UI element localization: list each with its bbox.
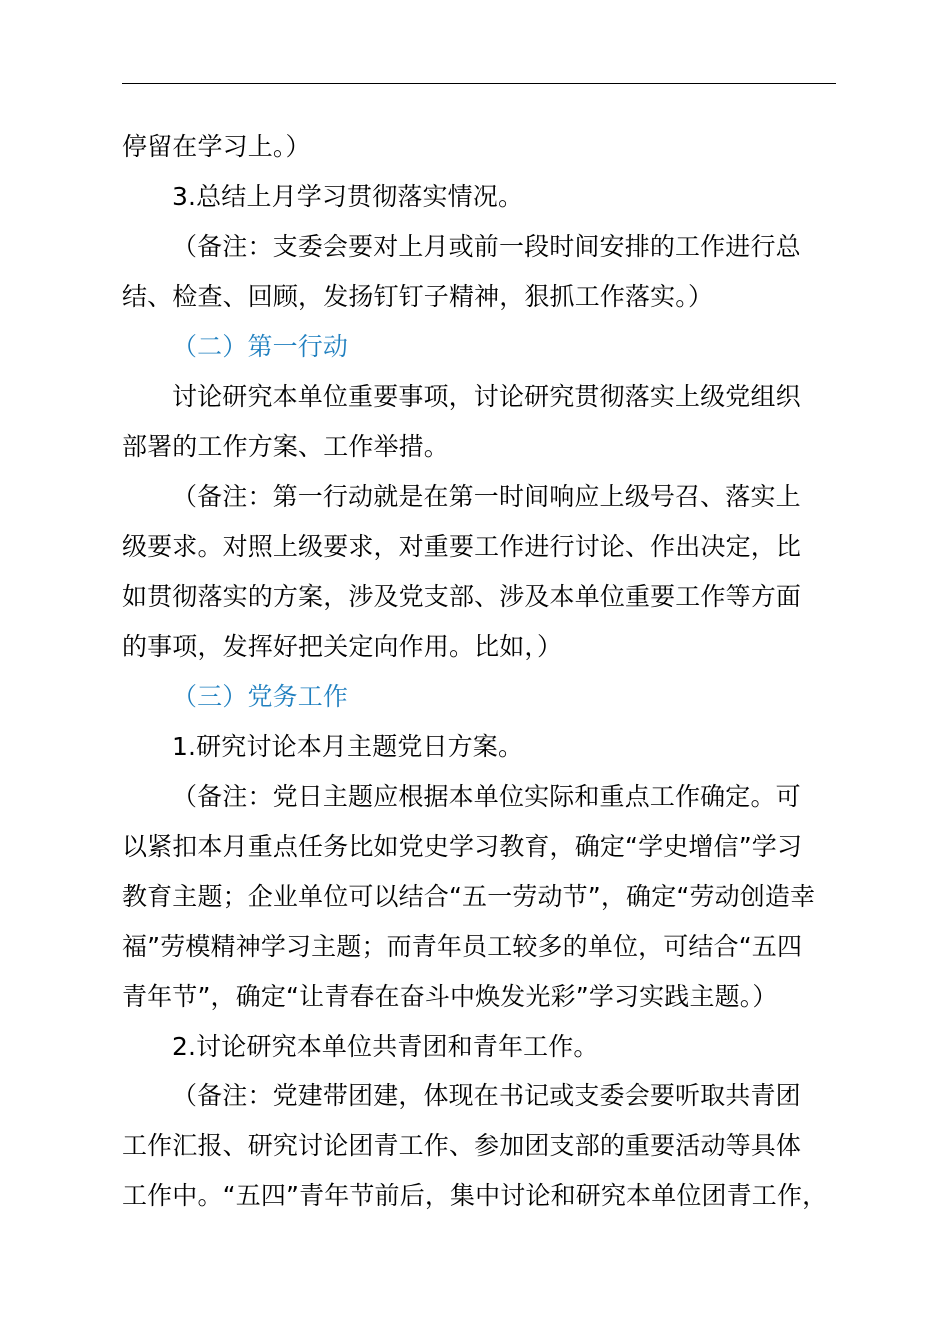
text-line: 3.总结上月学习贯彻落实情况。 [172,182,524,211]
text-line: 停留在学习上。） [122,132,311,161]
text-line: 福”劳模精神学习主题；而青年员工较多的单位，可结合“五四 [122,932,803,961]
text-line: 青年节”，确定“让青春在奋斗中焕发光彩”学习实践主题。） [122,982,778,1011]
text-line: 以紧扣本月重点任务比如党史学习教育，确定“学史增信”学习 [122,832,803,861]
text-line: （备注：党建带团建，体现在书记或支委会要听取共青团 [172,1081,801,1110]
header-rule [122,83,836,84]
text-line: 部署的工作方案、工作举措。 [122,432,449,461]
text-line: 的事项，发挥好把关定向作用。比如，） [122,632,563,661]
text-line: 如贯彻落实的方案，涉及党支部、涉及本单位重要工作等方面 [122,582,802,611]
text-line: 级要求。对照上级要求，对重要工作进行讨论、作出决定，比 [122,532,802,561]
text-line: 1.研究讨论本月主题党日方案。 [172,732,524,761]
text-line: （备注：支委会要对上月或前一段时间安排的工作进行总 [172,232,801,261]
section-heading: （二）第一行动 [172,332,349,361]
text-line: 结、检查、回顾，发扬钉钉子精神，狠抓工作落实。） [122,282,714,311]
text-line: 工作中。“五四”青年节前后，集中讨论和研究本单位团青工作， [122,1181,828,1210]
text-line: 教育主题；企业单位可以结合“五一劳动节”，确定“劳动创造幸 [122,882,816,911]
text-line: 2.讨论研究本单位共青团和青年工作。 [172,1032,599,1061]
text-line: 工作汇报、研究讨论团青工作、参加团支部的重要活动等具体 [122,1131,802,1160]
section-heading: （三）党务工作 [172,682,349,711]
text-line: 讨论研究本单位重要事项，讨论研究贯彻落实上级党组织 [172,382,801,411]
text-line: （备注：第一行动就是在第一时间响应上级号召、落实上 [172,482,801,511]
text-line: （备注：党日主题应根据本单位实际和重点工作确定。可 [172,782,801,811]
